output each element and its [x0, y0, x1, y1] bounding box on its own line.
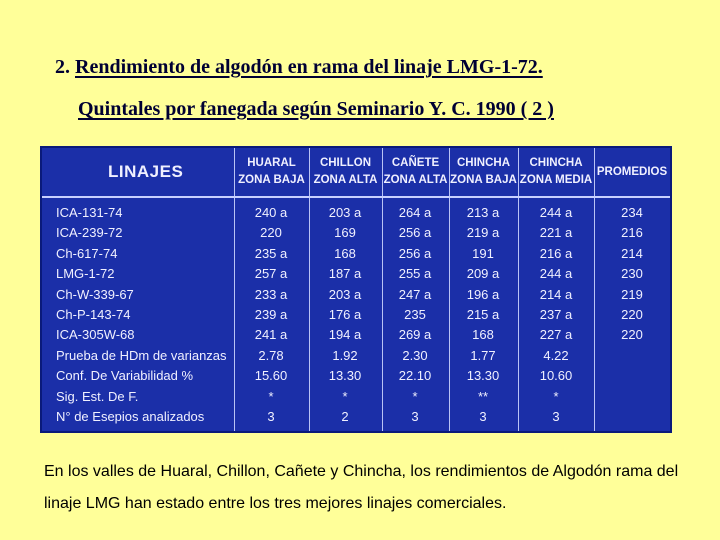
table-cell: 214: [621, 245, 643, 261]
table-cell: 176 a: [328, 306, 362, 322]
table-cell: 219: [621, 286, 643, 302]
table-cell: 235: [404, 306, 426, 322]
table-row: [42, 366, 670, 386]
header-canete: CAÑETE ZONA ALTA: [383, 157, 448, 186]
table-cell: 169: [334, 225, 356, 241]
yield-table: [40, 146, 672, 433]
header-divider: [42, 196, 670, 198]
table-cell: 220: [621, 327, 643, 343]
header-chincha-media: CHINCHA ZONA MEDIA: [519, 157, 593, 186]
table-cell: 209 a: [466, 266, 500, 282]
table-cell: 1.77: [470, 347, 496, 363]
header-huaral: HUARAL ZONA BAJA: [238, 157, 305, 186]
table-cell: 221 a: [539, 225, 573, 241]
table-cell: 196 a: [466, 286, 500, 302]
table-cell: 237 a: [539, 306, 573, 322]
table-cell: 234: [621, 205, 643, 220]
header-linajes: LINAJES: [108, 162, 184, 181]
table-cell: *: [268, 388, 274, 404]
table-cell: 168: [334, 245, 356, 261]
table-cell: 3: [552, 408, 560, 424]
table-cell: 227 a: [539, 327, 573, 343]
table-cell: 2.78: [258, 347, 284, 363]
table-cell: 240 a: [254, 205, 288, 220]
table-cell: 4.22: [543, 347, 569, 363]
table-cell: 247 a: [398, 286, 432, 302]
row-label: ICA-131-74: [56, 205, 123, 220]
row-label: ICA-239-72: [56, 225, 123, 241]
slide-title-line-1: 2. Rendimiento de algodón en rama del linaje LMG-1-72.: [55, 56, 543, 78]
table-cell: 168: [472, 327, 494, 343]
table-row: [42, 387, 670, 407]
table-cell: 216: [621, 225, 643, 241]
table-cell: 256 a: [398, 245, 432, 261]
table-cell: *: [342, 388, 348, 404]
table-row: [42, 325, 670, 345]
header-promedios: PROMEDIOS: [596, 165, 668, 178]
table-row: [42, 285, 670, 305]
table-row: [42, 407, 670, 427]
table-cell: 230: [621, 266, 643, 282]
table-cell: 194 a: [328, 327, 362, 343]
table-cell: 13.30: [466, 368, 500, 384]
table-cell: 239 a: [254, 306, 288, 322]
table-cell: 10.60: [539, 368, 573, 384]
table-cell: 233 a: [254, 286, 288, 302]
slide-title-line-2: Quintales por fanegada según Seminario Y. C. 1990 ( 2 ): [78, 98, 554, 120]
table-cell: 22.10: [398, 368, 432, 384]
table-cell: 255 a: [398, 266, 432, 282]
table-cell: 219 a: [466, 225, 500, 241]
table-row: [42, 346, 670, 366]
table-cell: 215 a: [466, 306, 500, 322]
table-cell: 220: [260, 225, 282, 241]
table-row: [42, 203, 670, 223]
table-cell: 244 a: [539, 266, 573, 282]
table-cell: 213 a: [466, 205, 500, 220]
table-body: [42, 203, 670, 427]
table-cell: 191: [472, 245, 494, 261]
row-label: Ch-P-143-74: [56, 306, 131, 322]
table-cell: 203 a: [328, 286, 362, 302]
table-cell: 13.30: [328, 368, 362, 384]
table-cell: 3: [479, 408, 487, 424]
table-row: [42, 223, 670, 243]
table-cell: 216 a: [539, 245, 573, 261]
table-cell: 2: [341, 408, 349, 424]
table-cell: 15.60: [254, 368, 288, 384]
table-cell: 257 a: [254, 266, 288, 282]
table-row: [42, 305, 670, 325]
row-label: ICA-305W-68: [56, 327, 135, 343]
row-label: Prueba de HDm de varianzas: [56, 347, 227, 363]
table-cell: 220: [621, 306, 643, 322]
row-label: LMG-1-72: [56, 266, 115, 282]
table-cell: 264 a: [398, 205, 432, 220]
table-cell: *: [412, 388, 418, 404]
table-cell: *: [553, 388, 559, 404]
row-label: Sig. Est. De F.: [56, 388, 139, 404]
header-chincha-baja: CHINCHA ZONA BAJA: [450, 157, 517, 186]
row-label: N° de Esepios analizados: [56, 408, 205, 424]
table-cell: 3: [267, 408, 275, 424]
summary-text: En los valles de Huaral, Chillon, Cañete y Chincha, los rendimientos de Algodón rama del linaje LMG han estado entre los tres mejores linajes comerciales.: [44, 463, 679, 512]
table-cell: 269 a: [398, 327, 432, 343]
row-label: Ch-W-339-67: [56, 286, 134, 302]
table-cell: 241 a: [254, 327, 288, 343]
table-cell: 214 a: [539, 286, 573, 302]
table-cell: 187 a: [328, 266, 362, 282]
table-cell: 2.30: [402, 347, 428, 363]
table-cell: 235 a: [254, 245, 288, 261]
table-cell: **: [477, 388, 489, 404]
table-cell: 203 a: [328, 205, 362, 220]
table-row: [42, 264, 670, 284]
table-row: [42, 244, 670, 264]
table-cell: 3: [411, 408, 419, 424]
row-label: Conf. De Variabilidad %: [56, 368, 194, 384]
table-cell: 256 a: [398, 225, 432, 241]
header-chillon: CHILLON ZONA ALTA: [313, 157, 378, 186]
row-label: Ch-617-74: [56, 245, 118, 261]
table-cell: 244 a: [539, 205, 573, 220]
table-cell: 1.92: [332, 347, 358, 363]
